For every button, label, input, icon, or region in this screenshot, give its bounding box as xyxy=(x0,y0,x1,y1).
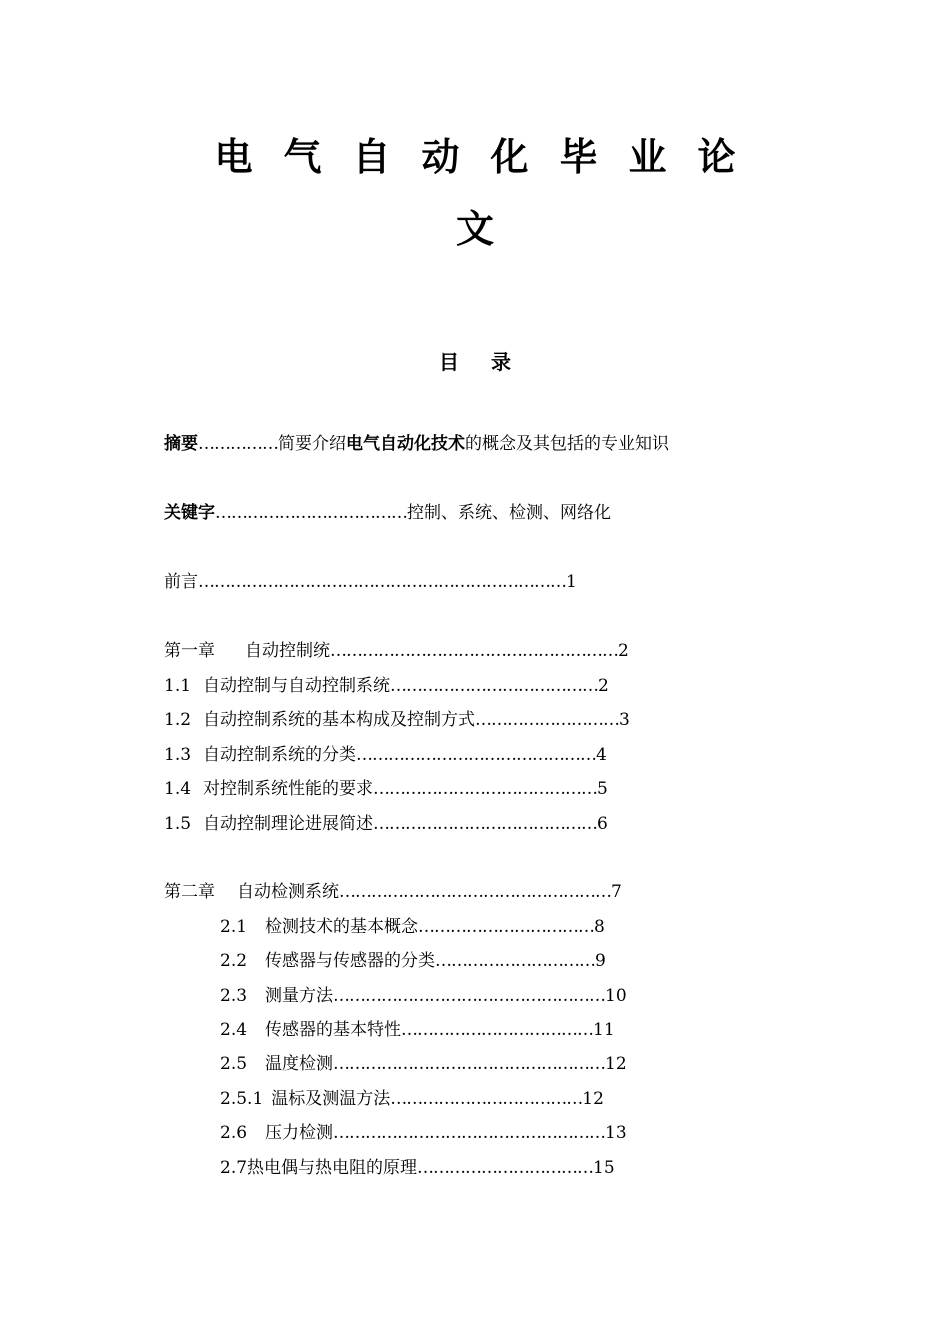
toc-section xyxy=(220,915,605,939)
toc-chapter1 xyxy=(164,639,629,663)
section-title: 传感器与传感器的分类 xyxy=(265,951,436,971)
section-leader: ……………………………………… xyxy=(356,745,597,765)
preface-page: 1 xyxy=(566,572,577,592)
section-page: 4 xyxy=(596,745,607,765)
section-title: 检测技术的基本概念 xyxy=(265,917,419,937)
toc-abstract xyxy=(164,432,669,456)
section-page: 2 xyxy=(598,676,609,696)
abstract-leader: …………… xyxy=(198,434,278,454)
toc-heading: 目录 xyxy=(439,350,543,374)
section-number: 2.5 xyxy=(220,1054,248,1074)
abstract-text-after: 的概念及其包括的专业知识 xyxy=(465,434,669,454)
section-leader: ……………………… xyxy=(475,710,620,730)
section-number: 2.2 xyxy=(220,951,248,971)
toc-section xyxy=(220,1121,627,1145)
section-page: 15 xyxy=(593,1158,615,1178)
section-title: 自动控制系统的基本构成及控制方式 xyxy=(203,710,476,730)
section-leader: …………………………… xyxy=(417,1158,594,1178)
toc-section xyxy=(164,743,607,767)
toc-preface xyxy=(164,570,577,594)
section-page: 6 xyxy=(597,814,608,834)
section-leader: …………………………………………… xyxy=(333,1054,606,1074)
section-page: 8 xyxy=(594,917,605,937)
section-number: 1.2 xyxy=(164,710,192,730)
chapter1-title: 自动控制统 xyxy=(245,641,330,661)
section-number: 2.7 xyxy=(220,1158,248,1178)
preface-label: 前言 xyxy=(164,572,198,592)
toc-subsection xyxy=(220,1087,604,1111)
toc-section xyxy=(220,949,606,973)
toc-section xyxy=(220,1052,627,1076)
section-number: 1.1 xyxy=(164,676,192,696)
section-leader: …………………………………………… xyxy=(333,1123,606,1143)
toc-chapter2 xyxy=(164,880,622,904)
chapter2-number: 第二章 xyxy=(164,882,215,902)
section-leader: ………………………… xyxy=(435,951,596,971)
section-leader: …………………………………………… xyxy=(333,986,606,1006)
keywords-leader: ……………………………… xyxy=(215,503,407,523)
toc-section xyxy=(164,708,630,732)
subsection-leader: ……………………………… xyxy=(390,1089,583,1109)
section-page: 11 xyxy=(593,1020,615,1040)
section-number: 2.4 xyxy=(220,1020,248,1040)
section-number: 2.1 xyxy=(220,917,248,937)
keywords-text: 控制、系统、检测、网络化 xyxy=(407,503,611,523)
preface-leader: …………………………………………………………… xyxy=(198,572,566,592)
keywords-label: 关键字 xyxy=(164,503,215,523)
section-leader: …………………………………… xyxy=(373,779,598,799)
section-title: 对控制系统性能的要求 xyxy=(203,779,374,799)
abstract-text-bold: 电气自动化技术 xyxy=(346,434,465,454)
section-page: 9 xyxy=(595,951,606,971)
section-number: 1.4 xyxy=(164,779,192,799)
section-page: 5 xyxy=(597,779,608,799)
chapter2-page: 7 xyxy=(611,882,622,902)
abstract-text-before: 简要介绍 xyxy=(278,434,346,454)
toc-section xyxy=(164,812,608,836)
chapter1-leader: ……………………………………………… xyxy=(330,641,618,661)
section-title: 热电偶与热电阻的原理 xyxy=(247,1158,418,1178)
section-leader: …………………………………… xyxy=(373,814,598,834)
section-title: 自动控制系统的分类 xyxy=(203,745,357,765)
subsection-number: 2.5.1 xyxy=(220,1089,264,1109)
toc-section xyxy=(164,674,609,698)
section-title: 温度检测 xyxy=(265,1054,334,1074)
toc-section xyxy=(220,984,627,1008)
section-number: 2.3 xyxy=(220,986,248,1006)
document-title-line1: 电气自动化毕业论 xyxy=(214,135,767,179)
section-title: 传感器的基本特性 xyxy=(265,1020,402,1040)
section-page: 3 xyxy=(619,710,630,730)
section-page: 12 xyxy=(605,1054,627,1074)
toc-keywords xyxy=(164,501,611,525)
subsection-title: 温标及测温方法 xyxy=(271,1089,391,1109)
section-leader: ………………………………… xyxy=(390,676,599,696)
chapter1-number: 第一章 xyxy=(164,641,215,661)
toc-section xyxy=(164,777,608,801)
subsection-page: 12 xyxy=(582,1089,604,1109)
section-leader: ……………………………… xyxy=(401,1020,594,1040)
section-number: 1.5 xyxy=(164,814,192,834)
section-page: 10 xyxy=(605,986,627,1006)
section-page: 13 xyxy=(605,1123,627,1143)
section-title: 自动控制理论进展简述 xyxy=(203,814,374,834)
chapter1-page: 2 xyxy=(618,641,629,661)
toc-section xyxy=(220,1156,615,1180)
section-title: 压力检测 xyxy=(265,1123,334,1143)
section-title: 测量方法 xyxy=(265,986,334,1006)
abstract-label: 摘要 xyxy=(164,434,198,454)
chapter2-title: 自动检测系统 xyxy=(237,882,339,902)
section-title: 自动控制与自动控制系统 xyxy=(203,676,391,696)
section-number: 2.6 xyxy=(220,1123,248,1143)
document-title-line2: 文 xyxy=(455,207,494,251)
section-leader: …………………………… xyxy=(418,917,595,937)
section-number: 1.3 xyxy=(164,745,192,765)
chapter2-leader: …………………………………………… xyxy=(339,882,611,902)
toc-section xyxy=(220,1018,615,1042)
